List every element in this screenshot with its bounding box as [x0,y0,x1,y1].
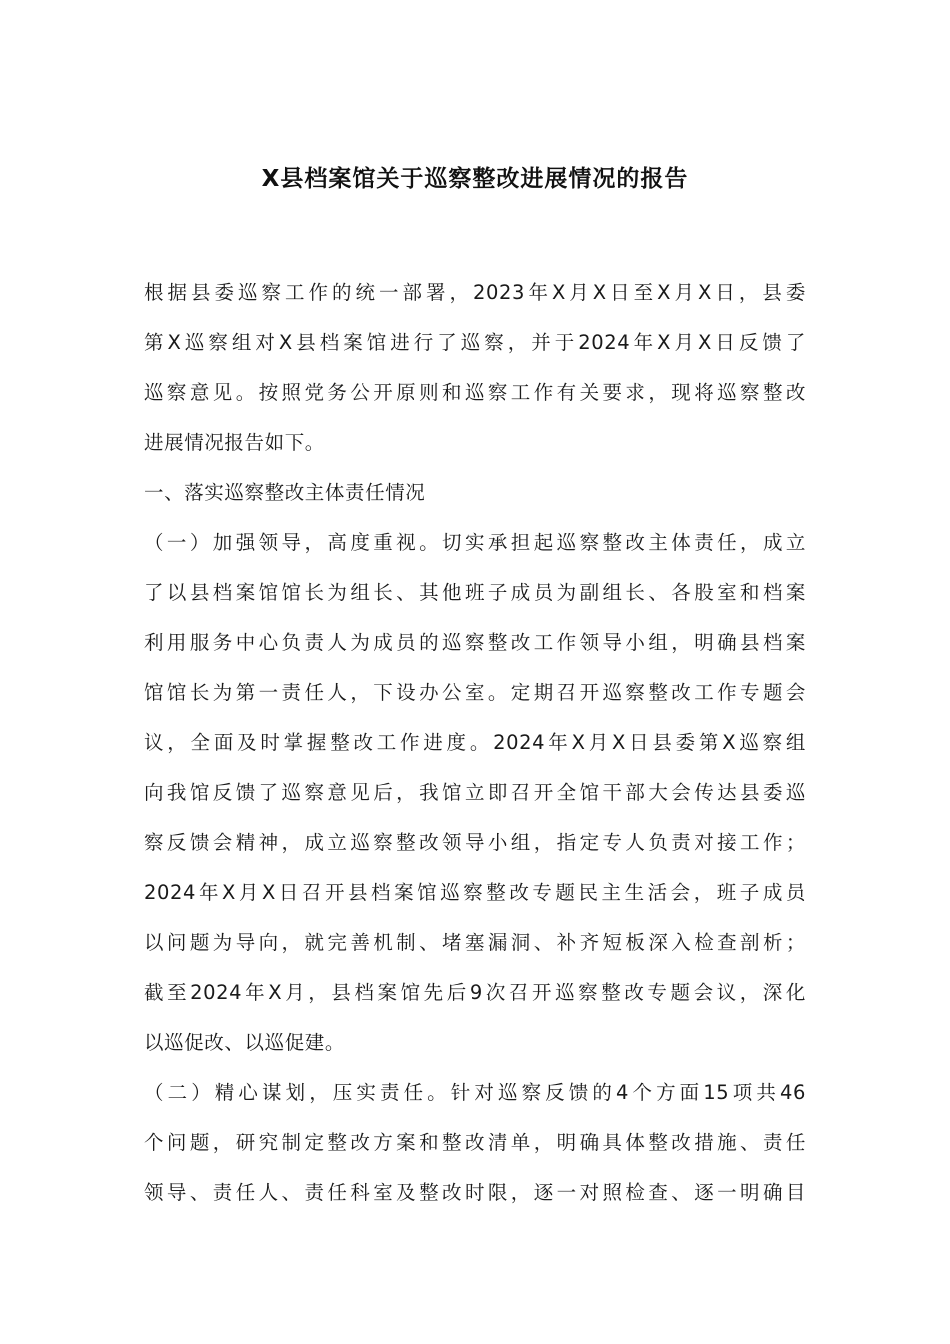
text-line: 了以县档案馆馆长为组长、其他班子成员为副组长、各股室和档案 [144,581,806,604]
text-line: 第X巡察组对X县档案馆进行了巡察，并于2024年X月X日反馈了 [144,331,806,354]
text-line: （二）精心谋划，压实责任。针对巡察反馈的4个方面15项共46 [144,1081,806,1104]
text-line: 馆馆长为第一责任人，下设办公室。定期召开巡察整改工作专题会 [144,681,806,704]
document-body [144,268,806,1218]
text-line: 截至2024年X月，县档案馆先后9次召开巡察整改专题会议，深化 [144,981,806,1004]
text-line: 向我馆反馈了巡察意见后，我馆立即召开全馆干部大会传达县委巡 [144,781,806,804]
text-line: 进展情况报告如下。 [144,431,325,454]
document-title: X县档案馆关于巡察整改进展情况的报告 [261,166,689,192]
text-line: 个问题，研究制定整改方案和整改清单，明确具体整改措施、责任 [144,1131,806,1154]
text-line: 巡察意见。按照党务公开原则和巡察工作有关要求，现将巡察整改 [144,381,806,404]
text-line: （一）加强领导，高度重视。切实承担起巡察整改主体责任，成立 [144,531,806,554]
text-line: 以巡促改、以巡促建。 [144,1031,346,1054]
text-line: 领导、责任人、责任科室及整改时限，逐一对照检查、逐一明确目 [144,1181,806,1204]
text-line: 议，全面及时掌握整改工作进度。2024年X月X日县委第X巡察组 [144,731,806,754]
text-line: 察反馈会精神，成立巡察整改领导小组，指定专人负责对接工作； [144,831,806,854]
text-line: 利用服务中心负责人为成员的巡察整改工作领导小组，明确县档案 [144,631,806,654]
text-line: 根据县委巡察工作的统一部署，2023年X月X日至X月X日，县委 [144,281,806,304]
text-line: 以问题为导向，就完善机制、堵塞漏洞、补齐短板深入检查剖析； [144,931,806,954]
text-line: 一、落实巡察整改主体责任情况 [144,481,426,504]
text-line: 2024年X月X日召开县档案馆巡察整改专题民主生活会，班子成员 [144,881,806,904]
